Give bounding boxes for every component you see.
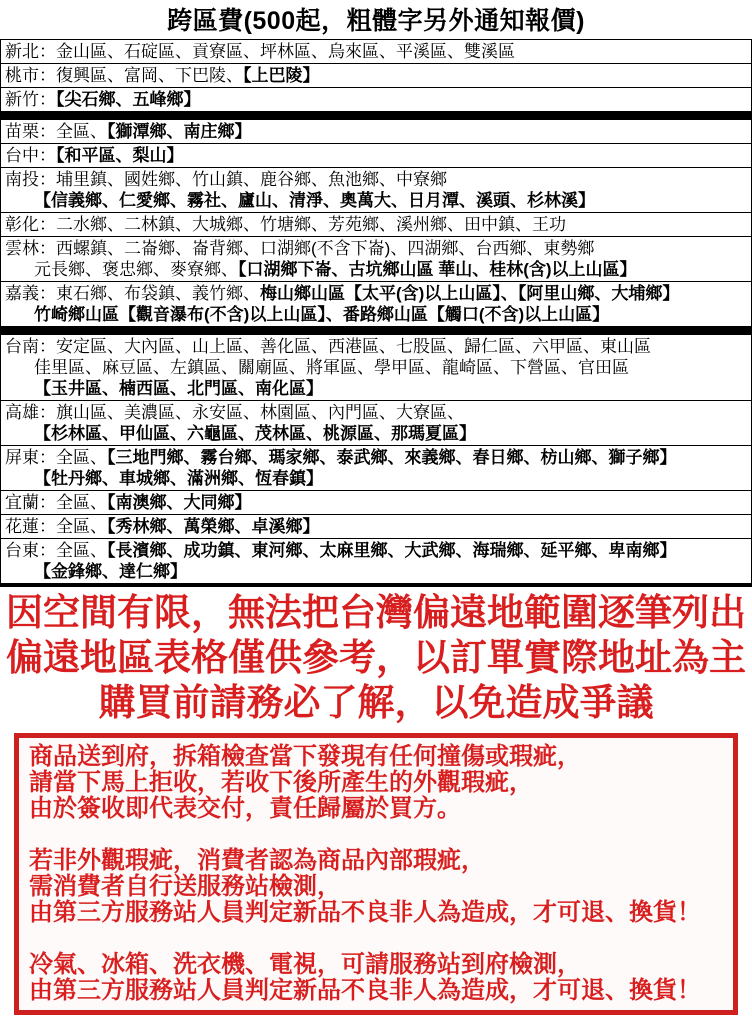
area-list-bold: 【三地門鄉、霧台鄉、瑪家鄉、泰武鄉、來義鄉、春日鄉、枋山鄉、獅子鄉】 bbox=[107, 448, 677, 467]
table-row bbox=[1, 281, 751, 326]
row-continuation-line bbox=[5, 357, 749, 378]
table-row bbox=[1, 212, 751, 236]
region-label: 花蓮： bbox=[5, 517, 56, 536]
row-line bbox=[5, 89, 749, 110]
notice-line: 若非外觀瑕疵，消費者認為商品內部瑕疵， bbox=[29, 847, 485, 874]
area-list-bold: 竹崎鄉山區【觀音瀑布(不含)以上山區】、番路鄉山區【觸口(不含)以上山區】 bbox=[34, 305, 610, 324]
row-continuation-line bbox=[5, 423, 749, 444]
area-list-bold: 【秀林鄉、萬榮鄉、卓溪鄉】 bbox=[107, 517, 320, 536]
notice-box bbox=[14, 733, 738, 1015]
region-label: 雲林： bbox=[5, 239, 56, 258]
page-title: 跨區費(500起，粗體字另外通知報價) bbox=[167, 7, 585, 35]
region-label: 彰化： bbox=[5, 215, 56, 234]
region-label: 高雄： bbox=[5, 403, 56, 422]
row-line bbox=[5, 447, 749, 468]
notice-line: 冷氣、冰箱、洗衣機、電視，可請服務站到府檢測， bbox=[29, 951, 581, 978]
table-row bbox=[1, 514, 751, 538]
table-row bbox=[1, 445, 751, 490]
area-list: 西螺鎮、二崙鄉、崙背鄉、口湖鄉(不含下崙)、四湖鄉、台西鄉、東勢鄉 bbox=[56, 239, 595, 258]
row-continuation-line bbox=[5, 190, 749, 211]
region-label: 新北： bbox=[5, 42, 56, 61]
area-list-bold: 【尖石鄉、五峰鄉】 bbox=[56, 90, 201, 109]
area-list: 東石鄉、布袋鎮、義竹鄉、 bbox=[56, 284, 260, 303]
area-list-bold: 梅山鄉山區【太平(含)以上山區】、【阿里山鄉、大埔鄉】 bbox=[260, 284, 680, 303]
table-row bbox=[1, 334, 751, 400]
row-line bbox=[5, 516, 749, 537]
area-list: 全區、 bbox=[56, 122, 107, 141]
row-line bbox=[5, 65, 749, 86]
area-list-bold: 【杉林區、甲仙區、六龜區、茂林區、桃源區、那瑪夏區】 bbox=[34, 424, 476, 443]
row-line bbox=[5, 283, 749, 304]
row-continuation-line bbox=[5, 468, 749, 489]
row-line bbox=[5, 540, 749, 561]
area-list: 旗山區、美濃區、永安區、林園區、內門區、大寮區、 bbox=[56, 403, 464, 422]
region-label: 台中： bbox=[5, 146, 56, 165]
notice-paragraph bbox=[29, 952, 723, 1004]
remote-area-fee-table bbox=[0, 39, 752, 587]
row-continuation-line bbox=[5, 378, 749, 399]
warning-line: 偏遠地區表格僅供參考，以訂單實際地址為主 bbox=[6, 637, 746, 678]
notice-line: 需消費者自行送服務站檢測， bbox=[29, 873, 341, 900]
row-line bbox=[5, 121, 749, 142]
region-label: 宜蘭： bbox=[5, 493, 56, 512]
table-row bbox=[1, 490, 751, 514]
black-separator-bar bbox=[1, 111, 751, 119]
notice-line: 由第三方服務站人員判定新品不良非人為造成，才可退、換貨！ bbox=[29, 977, 701, 1004]
row-line bbox=[5, 492, 749, 513]
area-list-bold: 【金鋒鄉、達仁鄉】 bbox=[34, 562, 187, 581]
table-row bbox=[1, 40, 751, 63]
row-continuation-line bbox=[5, 304, 749, 325]
row-continuation-line bbox=[5, 561, 749, 582]
notice-line: 商品送到府，拆箱檢查當下發現有任何撞傷或瑕疵， bbox=[29, 743, 581, 770]
table-row bbox=[1, 63, 751, 87]
area-list: 復興區、富岡、下巴陵、 bbox=[56, 66, 243, 85]
warning-line: 購買前請務必了解，以免造成爭議 bbox=[98, 682, 654, 723]
table-row bbox=[1, 143, 751, 167]
region-label: 屏東： bbox=[5, 448, 56, 467]
region-label: 苗栗： bbox=[5, 122, 56, 141]
area-list: 全區、 bbox=[56, 448, 107, 467]
row-line bbox=[5, 238, 749, 259]
area-list-bold: 【長濱鄉、成功鎮、東河鄉、太麻里鄉、大武鄉、海瑞鄉、延平鄉、卑南鄉】 bbox=[107, 541, 677, 560]
row-line bbox=[5, 336, 749, 357]
row-line bbox=[5, 169, 749, 190]
area-list: 全區、 bbox=[56, 493, 107, 512]
area-list: 安定區、大內區、山上區、善化區、西港區、七股區、歸仁區、六甲區、東山區 bbox=[56, 337, 651, 356]
region-label: 台東： bbox=[5, 541, 56, 560]
area-list-bold: 【南澳鄉、大同鄉】 bbox=[107, 493, 252, 512]
area-list-bold: 【獅潭鄉、南庄鄉】 bbox=[107, 122, 252, 141]
notice-line: 由第三方服務站人員判定新品不良非人為造成，才可退、換貨！ bbox=[29, 899, 701, 926]
area-list: 埔里鎮、國姓鄉、竹山鎮、鹿谷鄉、魚池鄉、中寮鄉 bbox=[56, 170, 447, 189]
row-continuation-line bbox=[5, 259, 749, 280]
table-row bbox=[1, 400, 751, 445]
area-list-bold: 【口湖鄉下崙、古坑鄉山區 華山、桂林(含)以上山區】 bbox=[238, 260, 637, 279]
area-list: 二水鄉、二林鎮、大城鄉、竹塘鄉、芳苑鄉、溪州鄉、田中鎮、王功 bbox=[56, 215, 566, 234]
table-row bbox=[1, 119, 751, 143]
table-row bbox=[1, 167, 751, 212]
black-separator-bar bbox=[1, 326, 751, 334]
warning-line: 因空間有限，無法把台灣偏遠地範圍逐筆列出 bbox=[6, 592, 746, 633]
warning-text bbox=[0, 587, 752, 727]
area-list: 金山區、石碇區、貢寮區、坪林區、烏來區、平溪區、雙溪區 bbox=[56, 42, 515, 61]
row-line bbox=[5, 41, 749, 62]
notice-paragraph bbox=[29, 848, 723, 926]
notice-paragraph bbox=[29, 744, 723, 822]
table-row bbox=[1, 538, 751, 583]
area-list-bold: 【牡丹鄉、車城鄉、滿洲鄉、恆春鎮】 bbox=[34, 469, 323, 488]
table-row bbox=[1, 236, 751, 281]
region-label: 台南： bbox=[5, 337, 56, 356]
row-line bbox=[5, 214, 749, 235]
row-line bbox=[5, 145, 749, 166]
area-list-bold: 【玉井區、楠西區、北門區、南化區】 bbox=[34, 379, 323, 398]
notice-line: 請當下馬上拒收，若收下後所產生的外觀瑕疵， bbox=[29, 769, 533, 796]
row-line bbox=[5, 402, 749, 423]
region-label: 嘉義： bbox=[5, 284, 56, 303]
area-list-bold: 【上巴陵】 bbox=[243, 66, 320, 85]
region-label: 桃市： bbox=[5, 66, 56, 85]
region-label: 新竹： bbox=[5, 90, 56, 109]
area-list: 全區、 bbox=[56, 541, 107, 560]
notice-line: 由於簽收即代表交付，責任歸屬於買方。 bbox=[29, 795, 461, 822]
area-list-bold: 【信義鄉、仁愛鄉、霧社、廬山、清淨、奧萬大、日月潭、溪頭、杉林溪】 bbox=[34, 191, 595, 210]
area-list: 佳里區、麻豆區、左鎮區、關廟區、將軍區、學甲區、龍崎區、下營區、官田區 bbox=[34, 358, 629, 377]
area-list: 全區、 bbox=[56, 517, 107, 536]
area-list-bold: 【和平區、梨山】 bbox=[56, 146, 184, 165]
area-list: 元長鄉、褒忠鄉、麥寮鄉、 bbox=[34, 260, 238, 279]
table-row bbox=[1, 87, 751, 111]
region-label: 南投： bbox=[5, 170, 56, 189]
